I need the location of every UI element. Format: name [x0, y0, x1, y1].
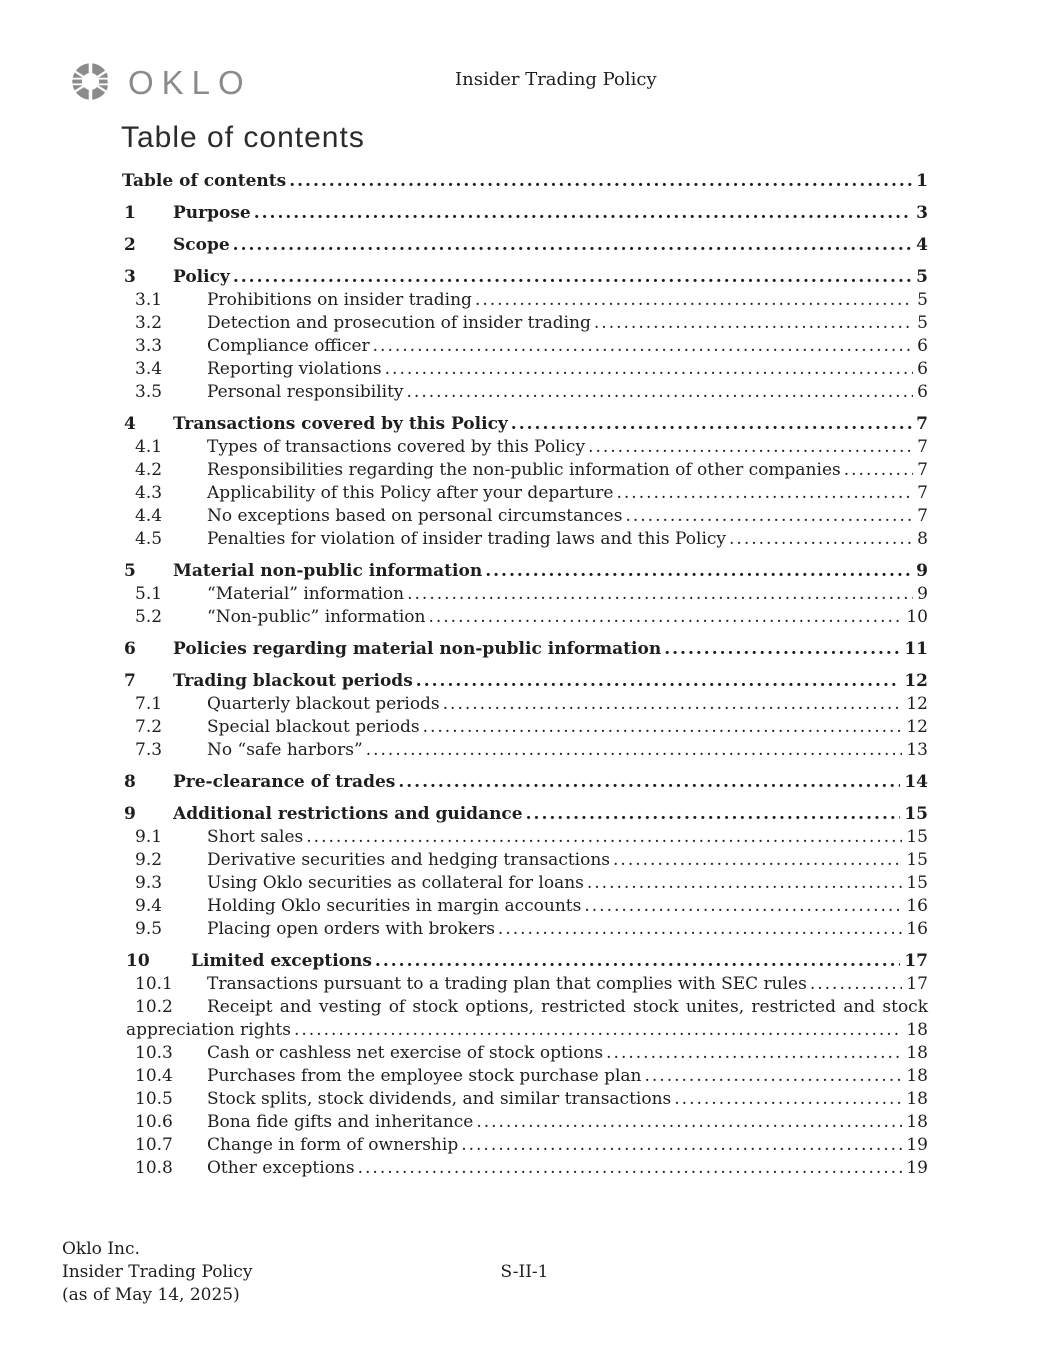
toc-entry: [122, 771, 928, 794]
toc-leader-dots: [511, 413, 912, 436]
toc-leader-dots: [594, 312, 913, 335]
toc-entry-page-number: 19: [906, 1135, 928, 1155]
toc-entry: [122, 826, 928, 849]
toc-entry-label: Additional restrictions and guidance: [173, 804, 523, 824]
page-title: Table of contents: [121, 121, 365, 154]
toc-entry-number: 10.5: [135, 1089, 173, 1109]
toc-entry: [122, 693, 928, 716]
toc-entry: [122, 528, 928, 551]
toc-entry-label: Pre-clearance of trades: [173, 772, 396, 792]
toc-entry: [122, 1088, 928, 1111]
toc-leader-dots: [588, 436, 913, 459]
toc-entry-label: Other exceptions: [207, 1158, 355, 1178]
toc-entry: [122, 482, 928, 505]
toc-entry-page-number: 9: [916, 561, 928, 581]
toc-entry-page-number: 3: [916, 203, 928, 223]
toc-leader-dots: [461, 1134, 902, 1157]
toc-entry: [122, 459, 928, 482]
toc-entry-label: Transactions pursuant to a trading plan that complies with SEC rules: [207, 974, 807, 994]
toc-entry-page-number: 5: [916, 267, 928, 287]
toc-leader-dots: [729, 528, 913, 551]
toc-leader-dots: [254, 202, 912, 225]
toc-entry: [122, 996, 928, 1042]
toc-entry-label: Holding Oklo securities in margin accounts: [207, 896, 582, 916]
toc-leader-dots: [617, 482, 914, 505]
toc-entry-page-number: 16: [906, 896, 928, 916]
toc-leader-dots: [294, 1019, 902, 1042]
toc-entry-page-number: 14: [904, 772, 928, 792]
toc-entry-page-number: 15: [904, 804, 928, 824]
toc-entry-label: Purpose: [173, 203, 251, 223]
toc-entry-number: 3.5: [135, 382, 163, 402]
toc-leader-dots: [407, 583, 913, 606]
toc-entry: [122, 895, 928, 918]
toc-entry: [122, 638, 928, 661]
toc-entry-page-number: 6: [917, 336, 928, 356]
toc-leader-dots: [428, 606, 902, 629]
toc-leader-dots: [584, 895, 902, 918]
toc-entry-page-number: 10: [906, 607, 928, 627]
toc-entry-label: Cash or cashless net exercise of stock options: [207, 1043, 604, 1063]
toc-entry-page-number: 11: [904, 639, 928, 659]
toc-entry-page-number: 18: [906, 1112, 928, 1132]
toc-entry-number: 4.3: [135, 483, 163, 503]
toc-entry-page-number: 18: [906, 1089, 928, 1109]
toc-entry-page-number: 16: [906, 919, 928, 939]
oklo-reactor-ring-icon: [62, 53, 119, 110]
toc-entry-page-number: 4: [916, 235, 928, 255]
toc-leader-dots: [674, 1088, 902, 1111]
toc-leader-dots: [306, 826, 902, 849]
toc-entry: [122, 505, 928, 528]
header-document-title: Insider Trading Policy: [455, 69, 657, 90]
toc-leader-dots: [526, 803, 901, 826]
toc-entry-label: Responsibilities regarding the non-public information of other companies: [207, 460, 841, 480]
toc-entry-number: 9: [124, 804, 136, 824]
toc-entry-label: Change in form of ownership: [207, 1135, 459, 1155]
toc-leader-dots: [625, 505, 913, 528]
toc-entry-label: Personal responsibility: [207, 382, 404, 402]
toc-entry-page-number: 15: [906, 873, 928, 893]
toc-entry-label: Policy: [173, 267, 230, 287]
toc-entry-number: 6: [124, 639, 136, 659]
toc-entry-number: 7: [124, 671, 136, 691]
toc-entry-number: 3.1: [135, 290, 163, 310]
toc-leader-dots: [587, 872, 902, 895]
toc-entry: [122, 973, 928, 996]
toc-entry-number: 4: [124, 414, 136, 434]
toc-entry: [122, 335, 928, 358]
toc-entry: [122, 716, 928, 739]
toc-entry-page-number: 7: [916, 414, 928, 434]
toc-entry-number: 3.4: [135, 359, 163, 379]
toc-entry: [122, 803, 928, 826]
toc-entry-page-number: 6: [917, 382, 928, 402]
toc-entry-number: 10.3: [135, 1043, 173, 1063]
toc-leader-dots: [398, 771, 900, 794]
toc-entry-number: 2: [124, 235, 136, 255]
toc-entry-number: 9.2: [135, 850, 163, 870]
toc-leader-dots: [407, 381, 914, 404]
toc-entry-number: 9.1: [135, 827, 163, 847]
toc-entry-page-number: 15: [906, 850, 928, 870]
toc-entry-number: 3.2: [135, 313, 163, 333]
toc-entry-label: Penalties for violation of insider trading laws and this Policy: [207, 529, 727, 549]
toc-entry-number: 10.1: [135, 974, 173, 994]
toc-entry: [122, 170, 928, 193]
toc-list: [122, 170, 928, 1180]
toc-entry: [122, 1157, 928, 1180]
toc-entry-page-number: 12: [906, 694, 928, 714]
toc-entry-number: 8: [124, 772, 136, 792]
toc-leader-dots: [289, 170, 912, 193]
toc-entry: [122, 918, 928, 941]
toc-leader-dots: [844, 459, 913, 482]
footer-page-label: S-II-1: [500, 1262, 549, 1282]
toc-entry-label: Stock splits, stock dividends, and similar transactions: [207, 1089, 672, 1109]
toc-entry: [122, 266, 928, 289]
toc-entry-page-number: 17: [904, 951, 928, 971]
toc-entry: [122, 950, 928, 973]
toc-entry-page-number: 18: [906, 1066, 928, 1086]
toc-entry-label: Receipt and vesting of stock options, restricted stock unites, restricted and stock: [207, 997, 928, 1017]
toc-entry-label: Detection and prosecution of insider trading: [207, 313, 591, 333]
toc-entry-label: Policies regarding material non-public information: [173, 639, 662, 659]
toc-entry: [122, 358, 928, 381]
toc-entry-number: 10.8: [135, 1158, 173, 1178]
toc-entry-label: “Non-public” information: [207, 607, 426, 627]
toc-entry-number: 10.4: [135, 1066, 173, 1086]
toc-entry-label: Purchases from the employee stock purchase plan: [207, 1066, 642, 1086]
toc-entry-page-number: 9: [917, 584, 928, 604]
toc-entry-label: No “safe harbors”: [207, 740, 363, 760]
toc-entry-number: 9.4: [135, 896, 163, 916]
toc-entry-number: 4.5: [135, 529, 163, 549]
toc-leader-dots: [475, 289, 913, 312]
toc-leader-dots: [498, 918, 902, 941]
toc-entry-number: 9.3: [135, 873, 163, 893]
toc-leader-dots: [423, 716, 903, 739]
toc-entry-number: 9.5: [135, 919, 163, 939]
toc-entry-label: Special blackout periods: [207, 717, 420, 737]
toc-entry-page-number: 7: [917, 460, 928, 480]
toc-leader-dots: [645, 1065, 903, 1088]
toc-entry-number: 1: [124, 203, 136, 223]
toc-entry: [122, 606, 928, 629]
toc-entry: [122, 413, 928, 436]
toc-leader-dots: [416, 670, 901, 693]
toc-entry-page-number: 13: [906, 740, 928, 760]
toc-entry-number: 3: [124, 267, 136, 287]
oklo-logo: [62, 53, 252, 110]
toc-entry-label: Table of contents: [122, 171, 287, 191]
toc-entry: [122, 739, 928, 762]
toc-entry-page-number: 12: [904, 671, 928, 691]
footer-doc-title: Insider Trading Policy: [62, 1262, 253, 1282]
toc-entry-page-number: 7: [917, 437, 928, 457]
toc-entry-label: Bona fide gifts and inheritance: [207, 1112, 474, 1132]
toc-leader-dots: [366, 739, 903, 762]
toc-entry-number: 4.4: [135, 506, 163, 526]
toc-entry: [122, 1134, 928, 1157]
toc-leader-dots: [233, 234, 912, 257]
toc-entry-label: Placing open orders with brokers: [207, 919, 495, 939]
toc-leader-dots: [358, 1157, 903, 1180]
toc-entry: [122, 202, 928, 225]
toc-entry: [122, 583, 928, 606]
toc-entry-page-number: 12: [906, 717, 928, 737]
toc-entry-label: Applicability of this Policy after your departure: [207, 483, 614, 503]
toc-entry-number: 7.2: [135, 717, 163, 737]
toc-entry-label: Scope: [173, 235, 230, 255]
toc-entry: [122, 289, 928, 312]
toc-entry: [122, 849, 928, 872]
toc-entry: [122, 381, 928, 404]
footer-company: Oklo Inc.: [62, 1239, 140, 1259]
toc-entry-number: 5.2: [135, 607, 163, 627]
toc-entry-label: Prohibitions on insider trading: [207, 290, 472, 310]
toc-entry-label: Reporting violations: [207, 359, 382, 379]
toc-entry: [122, 1111, 928, 1134]
toc-entry-label: Quarterly blackout periods: [207, 694, 440, 714]
toc-entry-label: Transactions covered by this Policy: [173, 414, 508, 434]
toc-entry-label: Types of transactions covered by this Policy: [207, 437, 586, 457]
toc-entry-label: “Material” information: [207, 584, 405, 604]
toc-leader-dots: [373, 335, 914, 358]
toc-entry-number: 5.1: [135, 584, 163, 604]
toc-leader-dots: [606, 1042, 902, 1065]
toc-entry-number: 4.2: [135, 460, 163, 480]
toc-entry-page-number: 5: [917, 313, 928, 333]
toc-entry-label-continued: appreciation rights: [126, 1020, 291, 1040]
toc-leader-dots: [233, 266, 912, 289]
toc-leader-dots: [810, 973, 903, 996]
toc-entry-page-number: 5: [917, 290, 928, 310]
toc-entry-number: 10.6: [135, 1112, 173, 1132]
toc-entry-page-number: 6: [917, 359, 928, 379]
toc-entry: [122, 670, 928, 693]
toc-leader-dots: [664, 638, 900, 661]
toc-entry-number: 7.1: [135, 694, 163, 714]
toc-entry-number: 7.3: [135, 740, 163, 760]
toc-entry-label: Derivative securities and hedging transactions: [207, 850, 611, 870]
toc-entry: [122, 436, 928, 459]
toc-leader-dots: [375, 950, 900, 973]
toc-entry-page-number: 1: [916, 171, 928, 191]
toc-entry: [122, 1065, 928, 1088]
toc-entry-label: No exceptions based on personal circumstances: [207, 506, 623, 526]
toc-entry-number: 10: [126, 951, 150, 971]
toc-entry-page-number: 18: [906, 1020, 928, 1040]
toc-entry-number: 4.1: [135, 437, 163, 457]
toc-entry-label: Compliance officer: [207, 336, 370, 356]
toc-entry-label: Using Oklo securities as collateral for loans: [207, 873, 584, 893]
toc-entry-label: Short sales: [207, 827, 304, 847]
toc-entry: [122, 1042, 928, 1065]
toc-entry-label: Material non-public information: [173, 561, 483, 581]
toc-entry-page-number: 15: [906, 827, 928, 847]
toc-entry-label: Trading blackout periods: [173, 671, 413, 691]
toc-entry-page-number: 19: [906, 1158, 928, 1178]
toc-entry-number: 10.7: [135, 1135, 173, 1155]
toc-entry-page-number: 17: [906, 974, 928, 994]
toc-entry-number: 10.2: [135, 997, 173, 1017]
oklo-logo-wordmark: OKLO: [128, 64, 252, 101]
toc-entry-label: Limited exceptions: [191, 951, 372, 971]
toc-leader-dots: [385, 358, 914, 381]
toc-entry: [122, 312, 928, 335]
toc-entry-page-number: 7: [917, 506, 928, 526]
toc-leader-dots: [443, 693, 903, 716]
toc-entry: [122, 872, 928, 895]
footer-as-of-date: (as of May 14, 2025): [62, 1285, 240, 1305]
toc-entry-page-number: 7: [917, 483, 928, 503]
toc-leader-dots: [476, 1111, 902, 1134]
toc-leader-dots: [613, 849, 902, 872]
toc-entry-page-number: 8: [917, 529, 928, 549]
toc-entry-number: 5: [124, 561, 136, 581]
toc-entry-page-number: 18: [906, 1043, 928, 1063]
toc-entry-number: 3.3: [135, 336, 163, 356]
toc-leader-dots: [485, 560, 912, 583]
toc-entry: [122, 560, 928, 583]
toc-entry: [122, 234, 928, 257]
